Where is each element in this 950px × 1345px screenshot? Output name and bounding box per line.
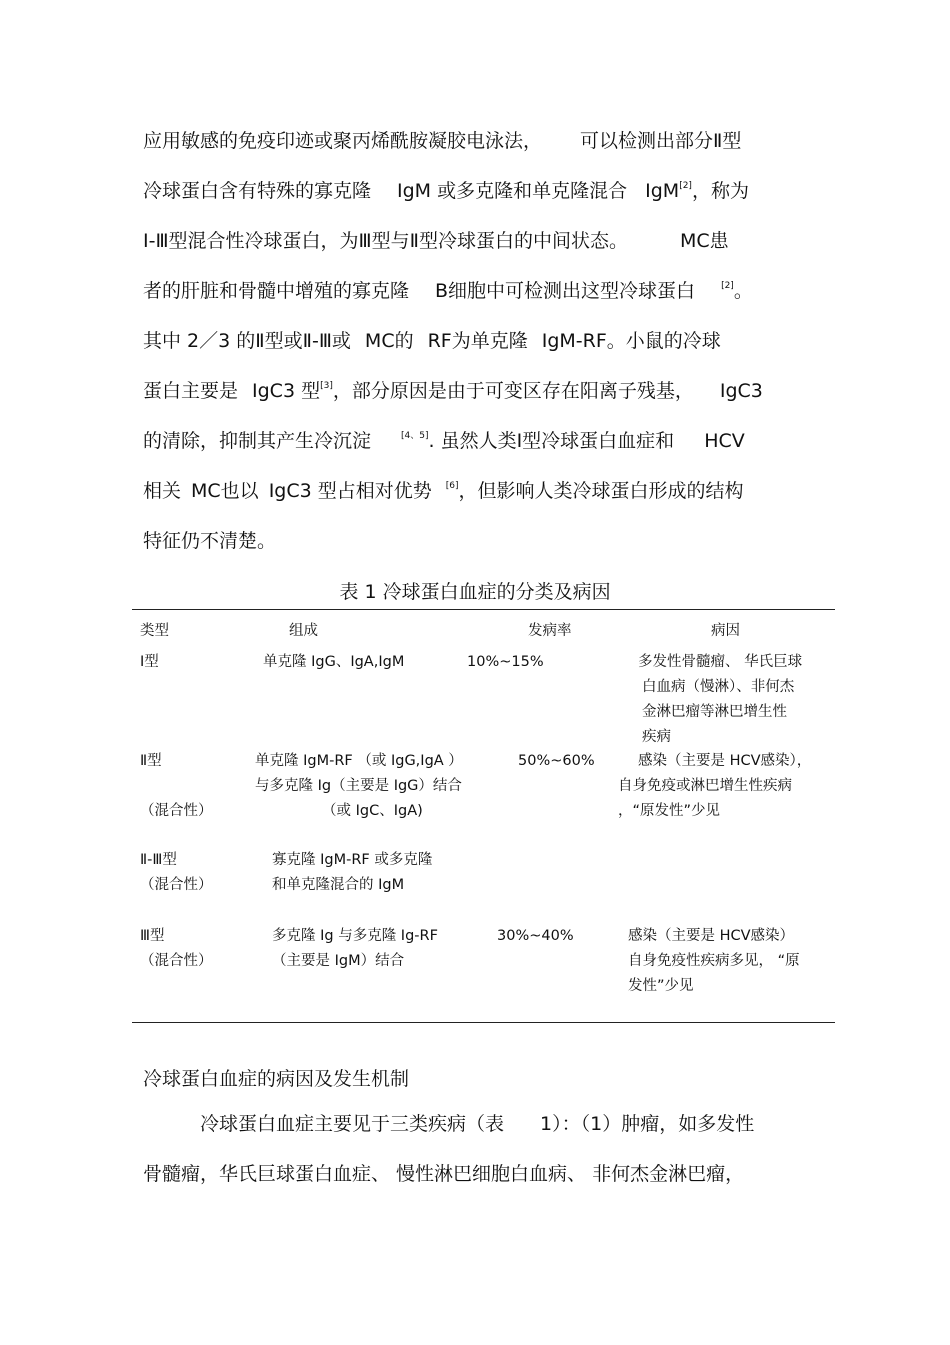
cell-type: Ⅰ型	[140, 654, 159, 670]
cell-cause: 白血病（慢淋）、非何杰	[642, 679, 795, 695]
text-span: 冷球蛋白血症主要见于三类疾病（表	[200, 1113, 505, 1135]
text-line	[143, 229, 729, 253]
text-span: 其中 2／3 的Ⅱ型或Ⅱ-Ⅲ或	[143, 330, 351, 352]
text-span: IgM 或多克隆和单克隆混合	[397, 180, 628, 202]
cell-type: （混合性）	[140, 877, 213, 893]
text-span: 冷球蛋白含有特殊的寡克隆	[143, 180, 372, 202]
header-composition: 组成	[289, 623, 318, 639]
cell-cause: 感染（主要是 HCV感染）	[628, 928, 795, 944]
header-incidence: 发病率	[528, 623, 572, 639]
text-span: 的清除，抑制其产生冷沉淀	[143, 430, 372, 452]
citation-ref: [3]	[320, 381, 333, 391]
cell-cause: 自身免疫性疾病多见， “原	[628, 953, 800, 969]
text-span: MC也以	[191, 480, 259, 502]
cell-type: Ⅱ型	[140, 753, 162, 769]
cell-type: Ⅲ型	[140, 928, 165, 944]
text-span: Ⅰ-Ⅲ型混合性冷球蛋白，为Ⅲ型与Ⅱ型冷球蛋白的中间状态。	[143, 230, 629, 252]
text-line	[143, 279, 753, 307]
cell-incidence: 10%~15%	[467, 654, 544, 670]
cell-composition: 寡克隆 IgM-RF 或多克隆	[272, 852, 433, 868]
text-span: 1）：（1）肿瘤，如多发性	[540, 1113, 755, 1135]
header-cause: 病因	[711, 623, 740, 639]
text-line	[143, 129, 741, 153]
cell-cause: 疾病	[642, 729, 671, 745]
cell-composition: 和单克隆混合的 IgM	[272, 877, 405, 893]
text-line	[143, 329, 721, 353]
citation-ref: [6]	[445, 481, 459, 491]
cell-composition: （主要是 IgM）结合	[272, 953, 405, 969]
cell-composition: （或 IgC、IgA)	[322, 803, 423, 819]
cell-composition: 单克隆 IgM-RF （或 IgG,IgA ）	[255, 753, 463, 769]
citation-ref: [2]	[679, 181, 692, 191]
cell-cause: 金淋巴瘤等淋巴增生性	[642, 704, 787, 720]
text-span: 相关	[143, 480, 182, 502]
text-line	[143, 379, 763, 407]
text-line	[143, 429, 745, 457]
text-span: 特征仍不清楚。	[143, 530, 277, 552]
text-span: IgC3 型	[252, 380, 321, 402]
table-bottom-rule	[132, 1022, 835, 1023]
cell-incidence: 30%~40%	[497, 928, 574, 944]
citation-ref: [2]	[721, 281, 734, 291]
table-top-rule	[132, 609, 835, 610]
text-span: IgM-RF。小鼠的冷球	[541, 330, 721, 352]
text-span: 骨髓瘤，华氏巨球蛋白血症、 慢性淋巴细胞白血病、 非何杰金淋巴瘤，	[143, 1163, 745, 1185]
cell-cause: 发性”少见	[628, 978, 694, 994]
text-span: IgC3 型占相对优势	[268, 480, 432, 502]
text-span: ，称为	[691, 180, 749, 202]
text-line	[200, 1112, 754, 1136]
text-span: . 虽然人类Ⅰ型冷球蛋白血症和	[428, 430, 675, 452]
cell-incidence: 50%~60%	[518, 753, 595, 769]
text-span: 可以检测出部分Ⅱ型	[580, 130, 742, 152]
cell-cause: 自身免疫或淋巴增生性疾病	[618, 778, 792, 794]
cell-composition: 单克隆 IgG、IgA,IgM	[263, 654, 405, 670]
cell-cause: 感染（主要是 HCV感染），	[638, 753, 812, 769]
cell-cause: ，“原发性”少见	[618, 803, 721, 819]
text-span: RF为单克隆	[427, 330, 528, 352]
text-span: ，部分原因是由于可变区存在阳离子残基，	[332, 380, 694, 402]
text-span: 。	[733, 280, 753, 302]
text-line	[143, 479, 744, 507]
text-span: MC的	[364, 330, 414, 352]
text-span: 者的肝脏和骨髓中增殖的寡克隆	[143, 280, 410, 302]
section-heading: 冷球蛋白血症的病因及发生机制	[143, 1068, 410, 1090]
text-line	[143, 179, 749, 207]
text-span: MC患	[680, 230, 729, 252]
table-caption: 表 1 冷球蛋白血症的分类及病因	[339, 581, 611, 603]
text-span: HCV	[704, 430, 745, 452]
text-span: 蛋白主要是	[143, 380, 239, 402]
cell-cause: 多发性骨髓瘤、 华氏巨球	[638, 654, 803, 670]
cell-composition: 多克隆 Ig 与多克隆 Ig-RF	[272, 928, 438, 944]
text-span: 应用敏感的免疫印迹或聚丙烯酰胺凝胶电泳法，	[143, 130, 543, 152]
cell-type: （混合性）	[140, 803, 213, 819]
citation-ref: [4、5]	[401, 431, 429, 441]
header-type: 类型	[140, 623, 169, 639]
text-span: ，但影响人类冷球蛋白形成的结构	[458, 480, 744, 502]
cell-composition: 与多克隆 Ig（主要是 IgG）结合	[255, 778, 462, 794]
text-line	[143, 1162, 744, 1186]
cell-type: （混合性）	[140, 953, 213, 969]
text-line	[143, 529, 276, 553]
text-span: IgC3	[719, 380, 763, 402]
text-span: B细胞中可检测出这型冷球蛋白	[435, 280, 696, 302]
cell-type: Ⅱ-Ⅲ型	[140, 852, 177, 868]
text-span: IgM	[645, 180, 680, 202]
